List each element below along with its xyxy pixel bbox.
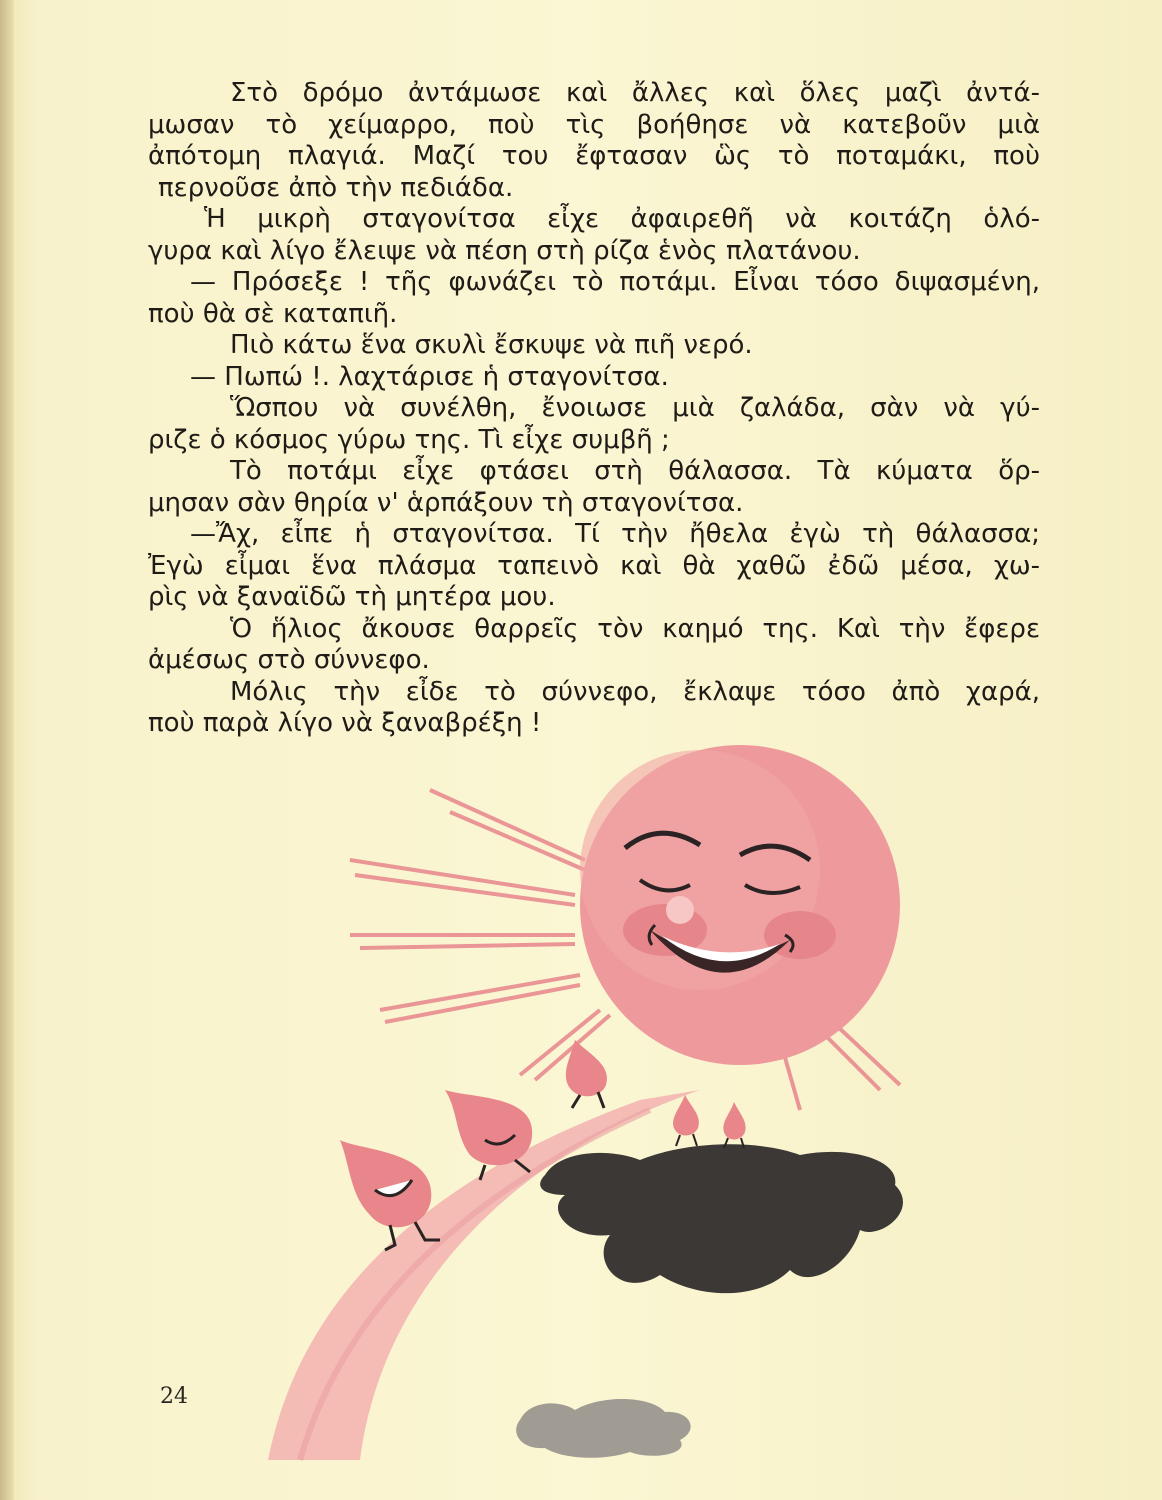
text-line: ριζε ὁ κόσμος γύρω της. Τὶ εἶχε συμβῆ ; (148, 424, 670, 455)
text-line: ἀμέσως στὸ σύννεφο. (148, 645, 430, 675)
text-line: ρὶς νὰ ξαναϊδῶ τὴ μητέρα μου. (148, 582, 556, 612)
text-line: γυρα καὶ λίγο ἔλειψε νὰ πέση στὴ ρίζα ἑνὸς πλατάνου. (148, 235, 861, 266)
text-line: μωσαν τὸ χείμαρρο, ποὺ τὶς βοήθησε νὰ κατεβοῦν μιὰ (148, 109, 1040, 140)
text-line: Ὥσπου νὰ συνέλθη, ἔνοιωσε μιὰ ζαλάδα, σὰν νὰ γύ- (230, 393, 1040, 423)
text-line: Στὸ δρόμο ἀντάμωσε καὶ ἄλλες καὶ ὅλες μαζὶ ἀντά- (230, 78, 1040, 108)
text-line: ποὺ παρὰ λίγο νὰ ξαναβρέξη ! (148, 708, 542, 738)
text-line: Ὁ ἥλιος ἄκουσε θαρρεῖς τὸν καημό της. Καὶ τὴν ἔφερε (230, 613, 1040, 644)
page-number: 24 (160, 1384, 188, 1409)
text-line: Τὸ ποτάμι εἶχε φτάσει στὴ θάλασσα. Τὰ κύματα ὅρ- (230, 456, 1040, 486)
text-line: — Πωπώ !. λαχτάρισε ἡ σταγονίτσα. (190, 361, 669, 392)
text-line: —Ἄχ, εἶπε ἡ σταγονίτσα. Τί τὴν ἤθελα ἐγὼ τὴ θάλασσα; (190, 519, 1040, 549)
dark-cloud (540, 1144, 903, 1293)
smiling-sun (580, 745, 900, 1065)
text-line: περνοῦσε ἀπὸ τὴν πεδιάδα. (158, 172, 514, 203)
text-line: Μόλις τὴν εἶδε τὸ σύννεφο, ἔκλαψε τόσο ἀπὸ χαρά, (230, 676, 1040, 707)
text-line: μησαν σὰν θηρία ν' ἁρπάξουν τὴ σταγονίτσα. (148, 487, 744, 518)
text-line: Πιὸ κάτω ἕνα σκυλὶ ἔσκυψε νὰ πιῆ νερό. (230, 330, 753, 360)
text-line: Ἐγὼ εἶμαι ἕνα πλάσμα ταπεινὸ καὶ θὰ χαθῶ ἐδῶ μέσα, χω- (148, 550, 1040, 581)
water-drop (566, 1040, 607, 1108)
text-line: — Πρόσεξε ! τῆς φωνάζει τὸ ποτάμι. Εἶναι τόσο διψασμένη, (190, 267, 1040, 297)
water-drop (673, 1095, 699, 1146)
text-line: Ἡ μικρὴ σταγονίτσα εἶχε ἀφαιρεθῆ νὰ κοιτάζη ὁλό- (204, 204, 1040, 234)
small-cloud (516, 1399, 690, 1458)
water-drop (723, 1102, 745, 1148)
text-line: ποὺ θὰ σὲ καταπιῆ. (148, 298, 398, 329)
text-line: ἀπότομη πλαγιά. Μαζί του ἔφτασαν ὣς τὸ ποταμάκι, ποὺ (148, 141, 1040, 171)
